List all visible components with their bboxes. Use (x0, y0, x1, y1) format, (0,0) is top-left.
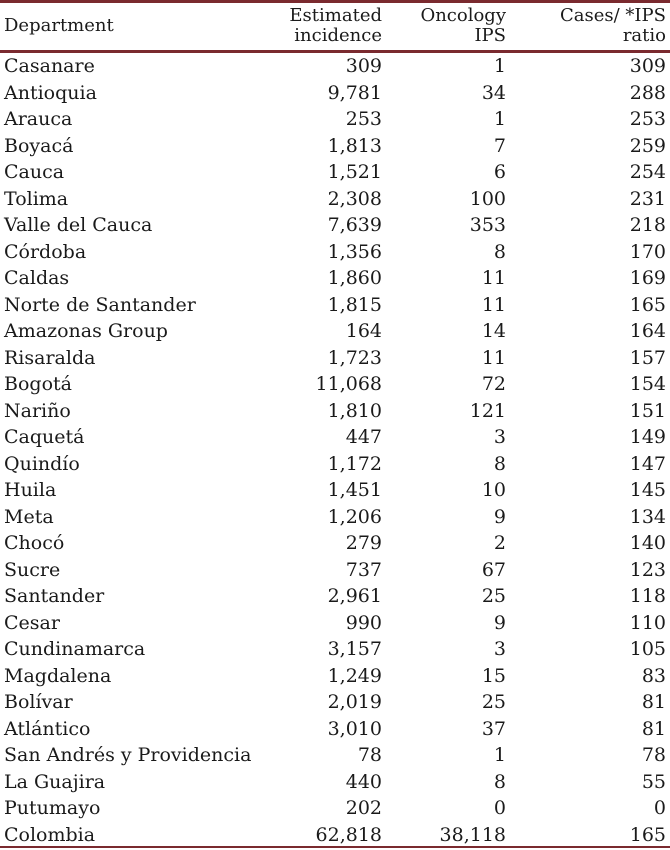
cell-department: Cundinamarca (4, 638, 146, 660)
table-row (0, 398, 670, 425)
cell-estimated-incidence: 1,356 (327, 240, 382, 263)
table-row (0, 265, 670, 292)
cell-estimated-incidence: 440 (345, 770, 382, 793)
cell-oncology-ips: 8 (493, 240, 506, 263)
cell-oncology-ips: 25 (481, 691, 506, 713)
table-row (0, 557, 670, 584)
cell-department: San Andrés y Providencia (4, 744, 252, 766)
cell-estimated-incidence: 1,451 (327, 479, 382, 501)
cell-estimated-incidence: 202 (345, 797, 382, 819)
cell-oncology-ips: 3 (493, 638, 506, 660)
cell-oncology-ips: 14 (481, 320, 506, 342)
cell-estimated-incidence: 11,068 (315, 373, 382, 395)
table-row (0, 583, 670, 610)
cell-cases-ips-ratio: 231 (629, 187, 666, 210)
cell-oncology-ips: 37 (481, 717, 506, 740)
cell-department: Colombia (4, 823, 96, 846)
cell-oncology-ips: 9 (493, 611, 506, 634)
cell-cases-ips-ratio: 259 (629, 134, 666, 157)
table-row (0, 186, 670, 213)
cell-cases-ips-ratio: 254 (629, 161, 666, 183)
table-row (0, 530, 670, 557)
cell-oncology-ips: 1 (493, 55, 506, 77)
header-ratio-line2: ratio (622, 25, 666, 46)
cell-cases-ips-ratio: 165 (629, 823, 666, 846)
header-ips-line2: IPS (474, 25, 506, 46)
table-row (0, 769, 670, 796)
cell-department: Santander (4, 585, 105, 607)
cell-oncology-ips: 25 (481, 585, 506, 607)
cell-department: Atlántico (4, 717, 91, 740)
header-department (4, 16, 114, 36)
cell-cases-ips-ratio: 145 (629, 479, 666, 501)
cell-department: Cauca (4, 161, 65, 183)
cell-oncology-ips: 15 (481, 664, 506, 687)
cell-department: Caldas (4, 267, 70, 289)
cell-estimated-incidence: 62,818 (315, 823, 382, 846)
header-ratio-line1: Cases/ *IPS (560, 5, 666, 26)
cell-department: Huila (4, 479, 57, 501)
cell-estimated-incidence: 447 (345, 426, 382, 448)
table-row (0, 742, 670, 769)
cell-oncology-ips: 7 (493, 134, 506, 157)
header-department-label: Department (4, 15, 114, 36)
cell-cases-ips-ratio: 154 (629, 373, 666, 395)
cell-estimated-incidence: 1,206 (327, 505, 382, 528)
cell-oncology-ips: 11 (481, 293, 506, 316)
cell-oncology-ips: 100 (469, 187, 506, 210)
table-row (0, 636, 670, 663)
cell-estimated-incidence: 1,249 (327, 664, 382, 687)
cell-cases-ips-ratio: 149 (629, 426, 666, 448)
table-header (0, 3, 670, 50)
cell-department: Córdoba (4, 240, 87, 263)
cell-cases-ips-ratio: 164 (629, 320, 666, 342)
cell-cases-ips-ratio: 78 (641, 744, 666, 766)
cell-department: Bogotá (4, 373, 72, 395)
cell-estimated-incidence: 1,810 (327, 399, 382, 422)
cell-cases-ips-ratio: 169 (629, 267, 666, 289)
cell-department: Nariño (4, 399, 71, 422)
table-row (0, 292, 670, 319)
cell-oncology-ips: 3 (493, 426, 506, 448)
cell-cases-ips-ratio: 123 (629, 558, 666, 581)
cell-oncology-ips: 1 (493, 108, 506, 130)
cell-cases-ips-ratio: 170 (629, 240, 666, 263)
cell-oncology-ips: 8 (493, 452, 506, 475)
cell-oncology-ips: 353 (469, 214, 506, 236)
cell-estimated-incidence: 1,860 (327, 267, 382, 289)
cell-oncology-ips: 11 (481, 267, 506, 289)
cell-department: Casanare (4, 55, 95, 77)
table-row (0, 477, 670, 504)
cell-oncology-ips: 121 (469, 399, 506, 422)
cell-estimated-incidence: 7,639 (327, 214, 382, 236)
cell-oncology-ips: 34 (481, 81, 506, 104)
table-body (0, 53, 670, 848)
cell-cases-ips-ratio: 83 (641, 664, 666, 687)
cell-estimated-incidence: 1,813 (327, 134, 382, 157)
header-estimated-incidence (289, 6, 382, 46)
cell-estimated-incidence: 3,010 (327, 717, 382, 740)
cell-oncology-ips: 8 (493, 770, 506, 793)
cell-department: Valle del Cauca (4, 214, 153, 236)
table-row (0, 716, 670, 743)
table-row (0, 133, 670, 160)
cell-estimated-incidence: 9,781 (327, 81, 382, 104)
cell-estimated-incidence: 1,723 (327, 346, 382, 369)
cell-cases-ips-ratio: 105 (629, 638, 666, 660)
cell-estimated-incidence: 2,019 (327, 691, 382, 713)
cell-estimated-incidence: 3,157 (327, 638, 382, 660)
cell-cases-ips-ratio: 81 (641, 717, 666, 740)
table-row (0, 663, 670, 690)
cell-cases-ips-ratio: 110 (629, 611, 666, 634)
table-row (0, 53, 670, 80)
cell-department: La Guajira (4, 770, 106, 793)
table-row (0, 80, 670, 107)
cell-oncology-ips: 38,118 (439, 823, 506, 846)
cell-oncology-ips: 9 (493, 505, 506, 528)
table-row (0, 689, 670, 716)
cell-cases-ips-ratio: 165 (629, 293, 666, 316)
cell-oncology-ips: 1 (493, 744, 506, 766)
cell-oncology-ips: 2 (493, 532, 506, 554)
cell-oncology-ips: 0 (493, 797, 506, 819)
header-incidence-line2: incidence (294, 25, 382, 46)
cell-estimated-incidence: 2,961 (327, 585, 382, 607)
table-row (0, 504, 670, 531)
cell-cases-ips-ratio: 309 (629, 55, 666, 77)
cell-cases-ips-ratio: 134 (629, 505, 666, 528)
table-row (0, 451, 670, 478)
cell-estimated-incidence: 990 (345, 611, 382, 634)
header-ips-line1: Oncology (420, 5, 506, 26)
table-row (0, 424, 670, 451)
cell-estimated-incidence: 309 (345, 55, 382, 77)
cell-estimated-incidence: 164 (345, 320, 382, 342)
table-row (0, 212, 670, 239)
cell-department: Sucre (4, 558, 61, 581)
table-row (0, 159, 670, 186)
cell-department: Chocó (4, 532, 65, 554)
table-row (0, 106, 670, 133)
cell-department: Quindío (4, 452, 80, 475)
cell-department: Tolima (4, 187, 69, 210)
cell-cases-ips-ratio: 55 (641, 770, 666, 793)
cell-cases-ips-ratio: 147 (629, 452, 666, 475)
table-row (0, 795, 670, 822)
cell-estimated-incidence: 2,308 (327, 187, 382, 210)
cell-cases-ips-ratio: 0 (653, 797, 666, 819)
cell-estimated-incidence: 1,815 (327, 293, 382, 316)
table-row (0, 822, 670, 849)
header-oncology-ips (420, 6, 506, 46)
cell-oncology-ips: 10 (481, 479, 506, 501)
cell-estimated-incidence: 1,521 (327, 161, 382, 183)
table-row (0, 610, 670, 637)
header-incidence-line1: Estimated (289, 5, 382, 26)
table-row (0, 239, 670, 266)
cell-cases-ips-ratio: 151 (629, 399, 666, 422)
header-cases-ips-ratio (560, 6, 666, 46)
table-bottom-rule (0, 846, 670, 848)
table-row (0, 345, 670, 372)
cell-estimated-incidence: 78 (357, 744, 382, 766)
cell-cases-ips-ratio: 140 (629, 532, 666, 554)
cell-cases-ips-ratio: 118 (629, 585, 666, 607)
cell-cases-ips-ratio: 253 (629, 108, 666, 130)
cell-cases-ips-ratio: 288 (629, 81, 666, 104)
table-row (0, 318, 670, 345)
cell-oncology-ips: 11 (481, 346, 506, 369)
cell-department: Meta (4, 505, 54, 528)
cell-oncology-ips: 72 (481, 373, 506, 395)
cell-oncology-ips: 6 (493, 161, 506, 183)
cell-department: Arauca (4, 108, 73, 130)
cell-department: Bolívar (4, 691, 73, 713)
cell-department: Putumayo (4, 797, 101, 819)
cell-department: Boyacá (4, 134, 74, 157)
cell-department: Amazonas Group (4, 320, 168, 342)
cell-department: Antioquia (4, 81, 97, 104)
cell-oncology-ips: 67 (481, 558, 506, 581)
cell-department: Risaralda (4, 346, 96, 369)
cell-cases-ips-ratio: 218 (629, 214, 666, 236)
cell-department: Norte de Santander (4, 293, 196, 316)
cell-cases-ips-ratio: 157 (629, 346, 666, 369)
cell-estimated-incidence: 1,172 (327, 452, 382, 475)
cell-department: Cesar (4, 611, 60, 634)
cell-cases-ips-ratio: 81 (641, 691, 666, 713)
cell-estimated-incidence: 279 (345, 532, 382, 554)
table-row (0, 371, 670, 398)
cell-estimated-incidence: 253 (345, 108, 382, 130)
cell-department: Magdalena (4, 664, 112, 687)
cell-estimated-incidence: 737 (345, 558, 382, 581)
cell-department: Caquetá (4, 426, 85, 448)
